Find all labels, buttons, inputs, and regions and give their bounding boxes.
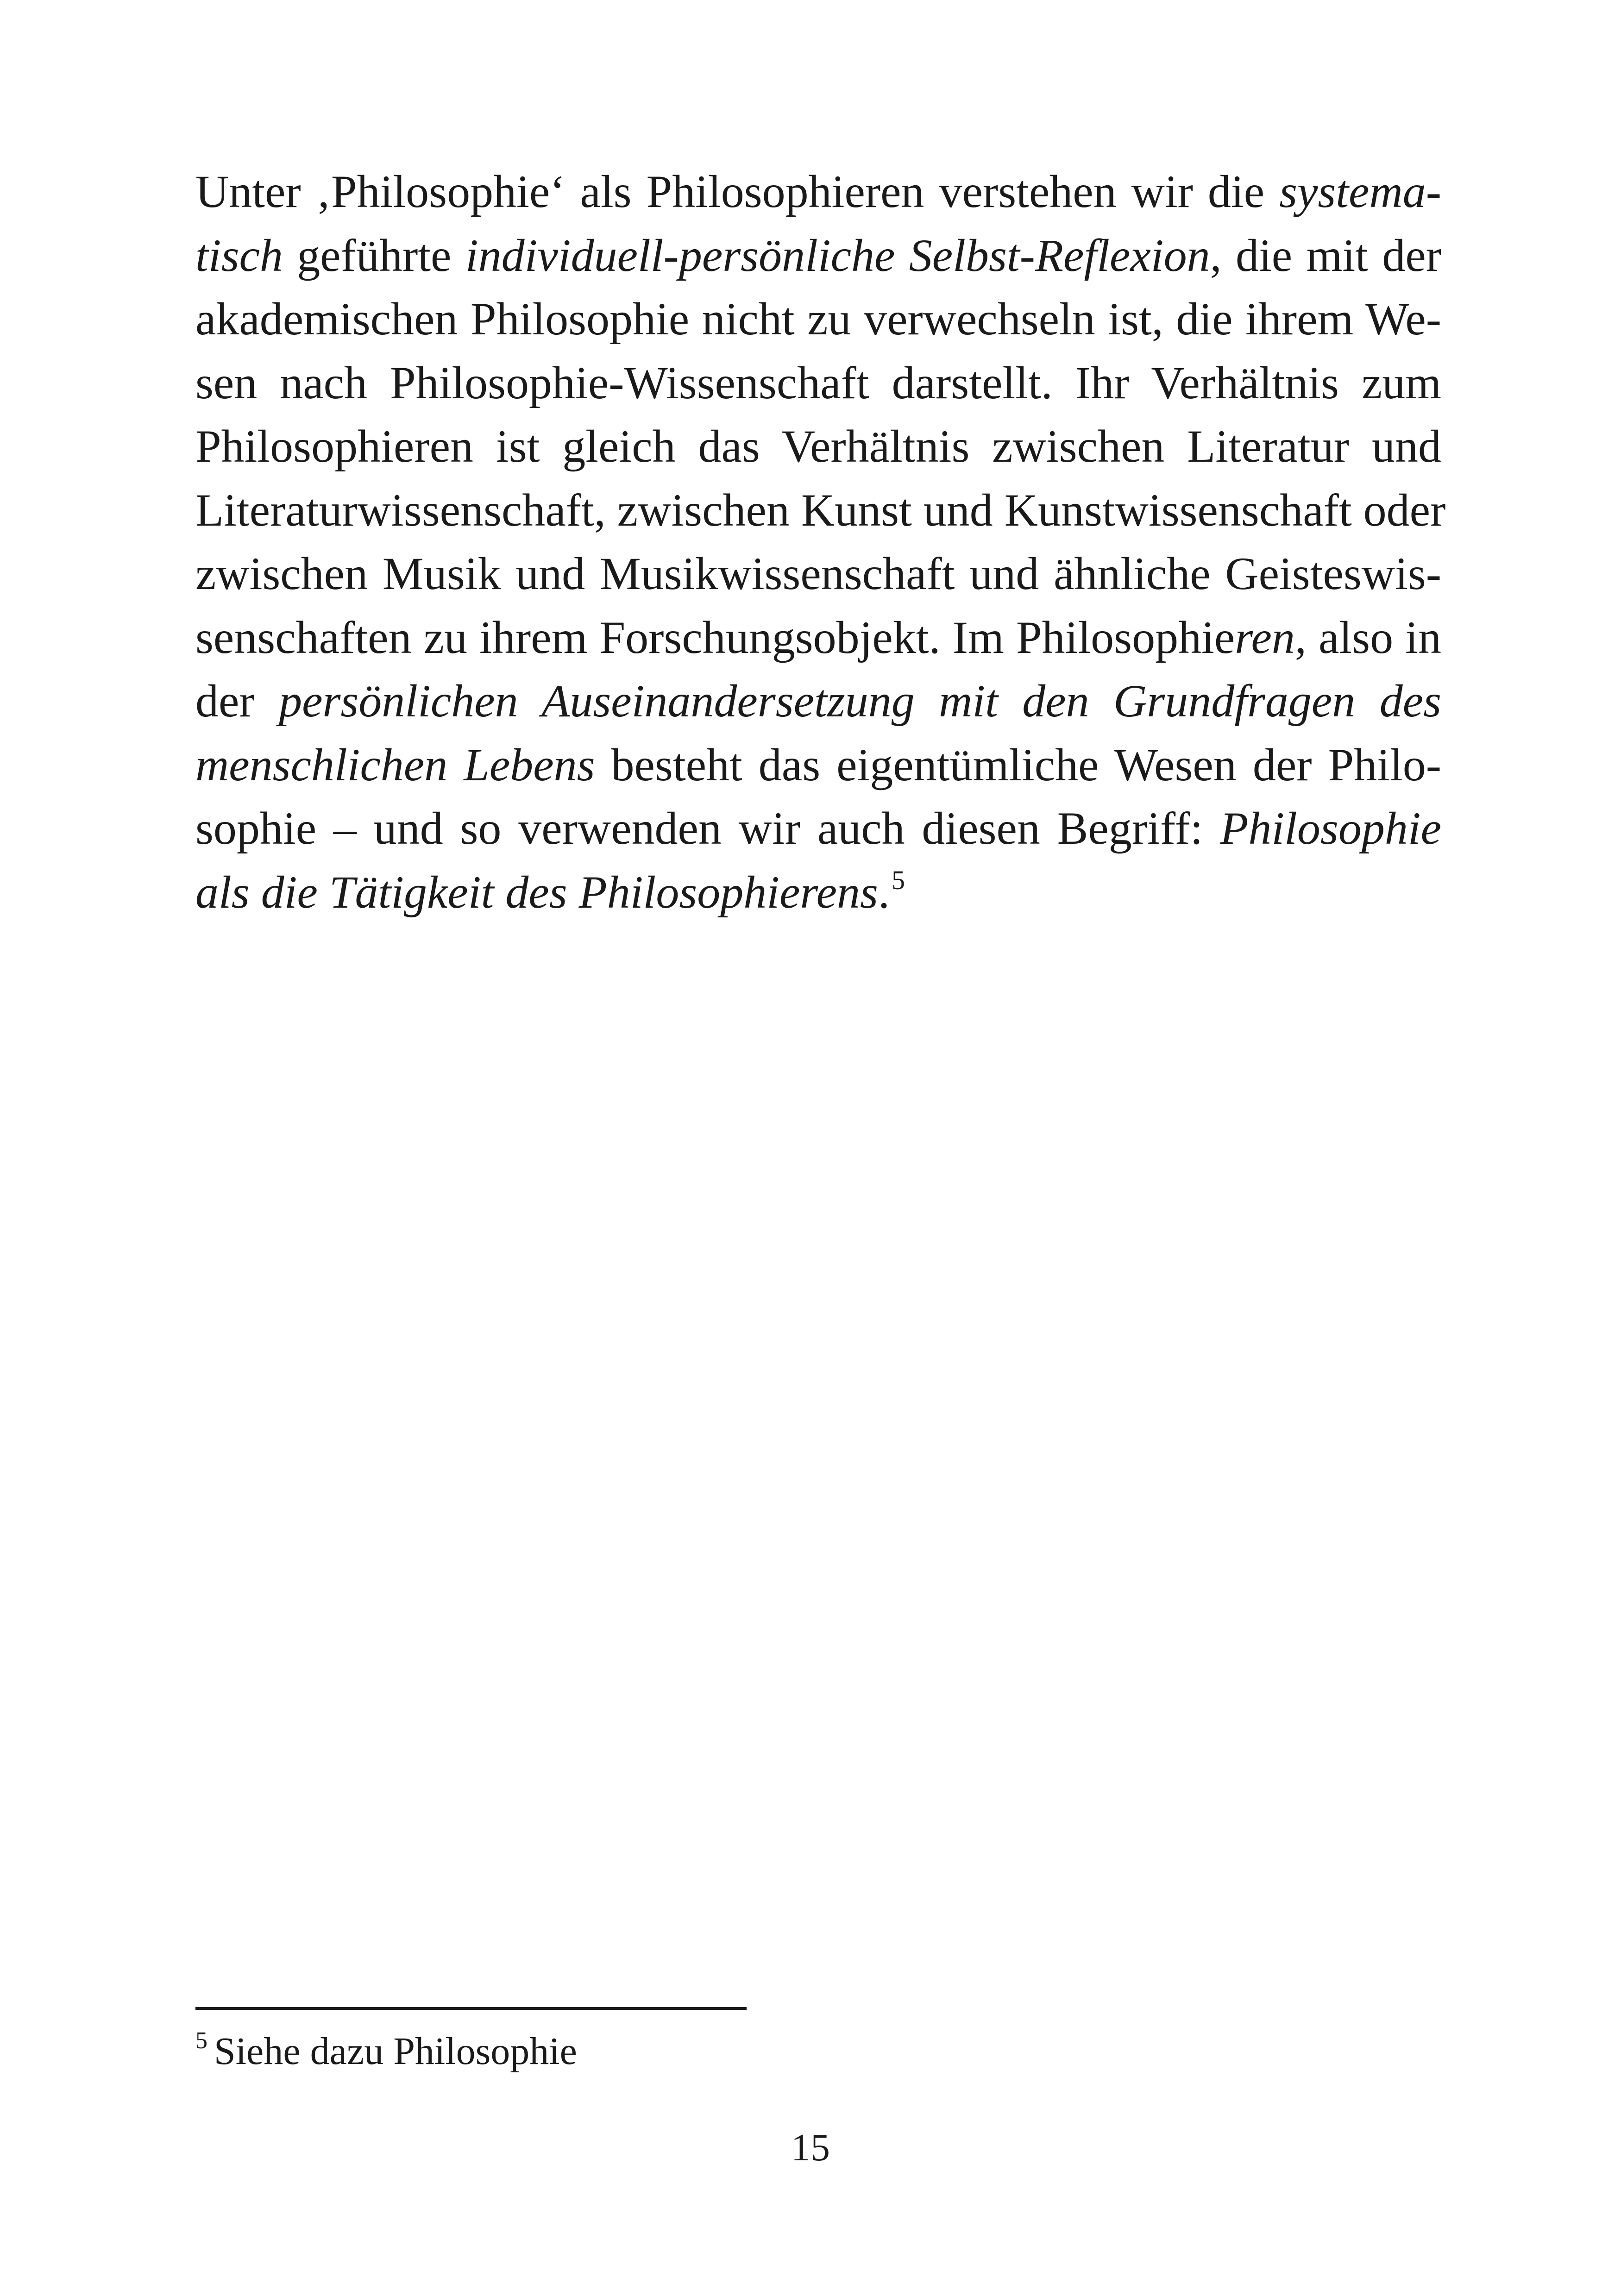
footnote-marker: 5 bbox=[195, 2027, 207, 2054]
text-line bbox=[195, 287, 1441, 351]
text-line bbox=[195, 606, 1441, 670]
italic-text: individuell-persönliche Selbst-Reflexion bbox=[465, 229, 1210, 281]
page-number: 15 bbox=[791, 2126, 830, 2169]
body-paragraph bbox=[195, 160, 1446, 924]
italic-text: als die Tätigkeit des Philosophierens bbox=[195, 866, 878, 918]
footnote bbox=[195, 2028, 577, 2075]
text-run: Philosophieren ist gleich das Verhältnis zwischen Literatur und bbox=[195, 420, 1441, 472]
text-run: akademischen Philosophie nicht zu verwechseln ist, die ihrem We- bbox=[195, 293, 1441, 345]
text-run: zwischen Musik und Musikwissenschaft und ähnliche Geisteswis- bbox=[195, 548, 1441, 599]
text-run: , die mit der bbox=[1210, 229, 1442, 281]
italic-text: ren bbox=[1235, 611, 1295, 663]
text-line bbox=[195, 797, 1441, 860]
text-run: der bbox=[195, 675, 279, 727]
text-line bbox=[195, 414, 1441, 478]
text-run: , also in bbox=[1294, 611, 1441, 663]
text-line bbox=[195, 224, 1441, 288]
text-line bbox=[195, 351, 1441, 415]
text-run: senschaften zu ihrem Forschungsobjekt. Im Philosophie bbox=[195, 611, 1235, 663]
footnote-reference: 5 bbox=[891, 865, 905, 895]
footnote-separator bbox=[195, 2007, 747, 2010]
text-run: Unter ‚Philosophie‘ als Philosophieren verstehen wir die bbox=[195, 166, 1280, 217]
italic-text: Philosophie bbox=[1220, 803, 1441, 854]
text-run: Literaturwissenschaft, zwischen Kunst und Kunstwissenschaft oder bbox=[195, 484, 1446, 536]
text-run: sen nach Philosophie-Wissenschaft darstellt. Ihr Verhältnis zum bbox=[195, 357, 1441, 408]
text-line bbox=[195, 160, 1441, 224]
italic-text: tisch bbox=[195, 229, 283, 281]
text-line bbox=[195, 542, 1441, 606]
text-line bbox=[195, 669, 1441, 733]
text-run: besteht das eigentümliche Wesen der Philo- bbox=[595, 739, 1441, 790]
footnote-text: Siehe dazu Philosophie bbox=[214, 2030, 577, 2073]
italic-text: persönlichen Auseinandersetzung mit den Grundfragen des bbox=[279, 675, 1441, 727]
text-run: geführte bbox=[283, 229, 465, 281]
italic-text: systema- bbox=[1279, 166, 1441, 217]
text-run: sophie – und so verwenden wir auch diesen Begriff: bbox=[195, 803, 1220, 854]
text-run: . bbox=[878, 866, 890, 918]
text-line bbox=[195, 478, 1446, 542]
italic-text: menschlichen Lebens bbox=[195, 739, 595, 790]
text-line bbox=[195, 733, 1441, 797]
text-line bbox=[195, 860, 1441, 924]
